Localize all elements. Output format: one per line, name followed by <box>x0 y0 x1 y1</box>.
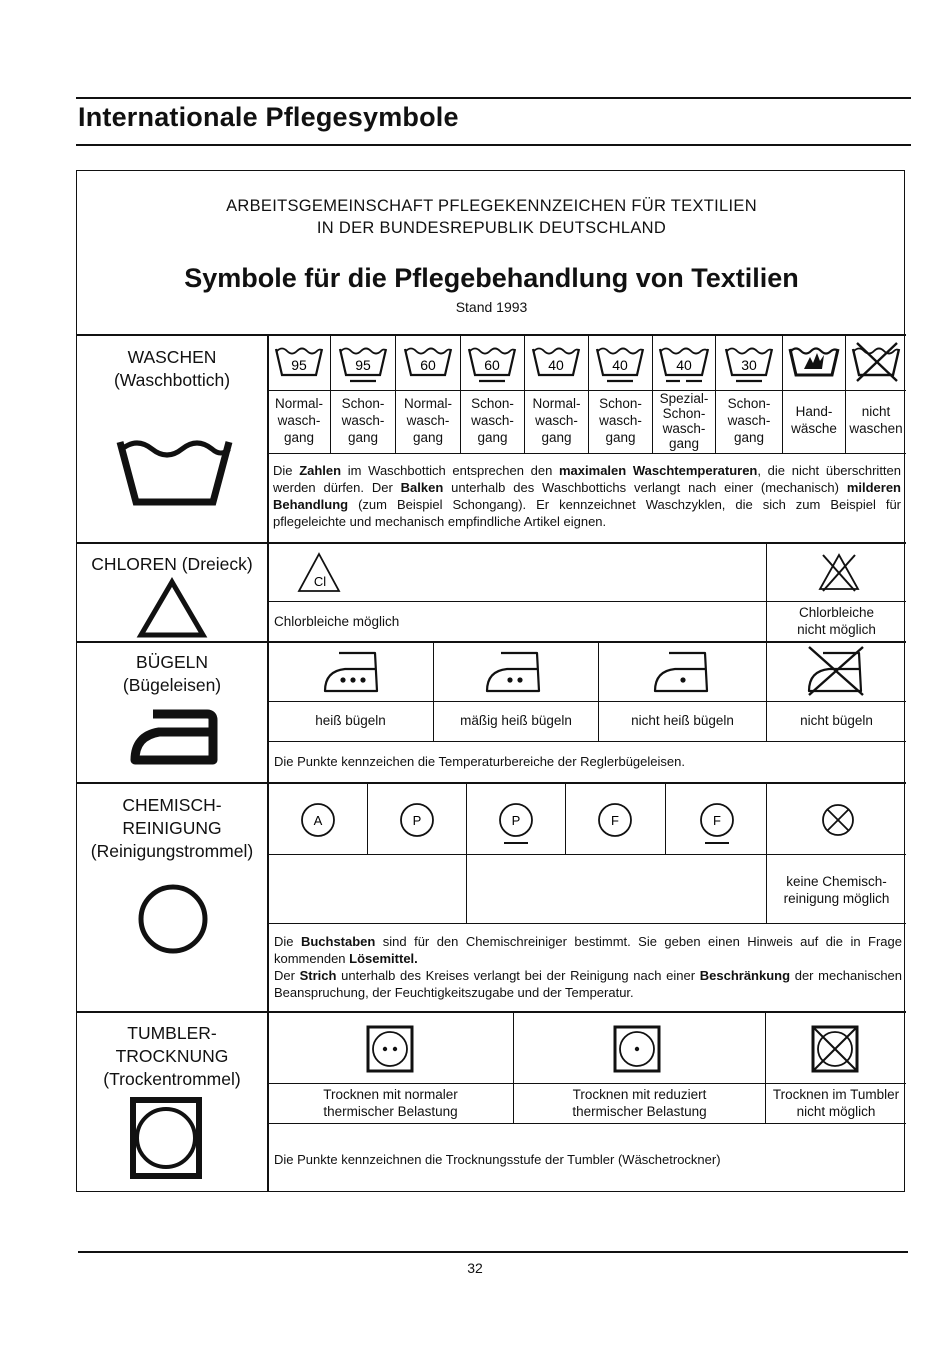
tumble-reduced-icon <box>612 1024 662 1074</box>
category-title: TUMBLER- <box>127 1023 217 1043</box>
text-run: sind für den Chemischreiniger bestimmt. Sie geben einen Hinweis auf die in Frage kommenden <box>274 934 902 966</box>
category-title: CHEMISCH- <box>122 795 222 815</box>
table-subtitle: Symbole für die Pflegebehandlung von Textilien <box>184 263 799 293</box>
tumble-normal-icon <box>365 1024 415 1074</box>
label-line: waschen <box>849 421 903 436</box>
tumble-normal-label <box>268 1086 513 1120</box>
label-line: wasch- <box>406 413 450 428</box>
iron-label: nicht heiß bügeln <box>631 713 734 728</box>
label-line: Schon- <box>662 406 706 421</box>
row-divider <box>267 453 906 454</box>
stand-year: Stand 1993 <box>455 299 528 315</box>
category-subtitle: (Bügeleisen) <box>122 675 222 695</box>
category-chemisch <box>77 794 267 863</box>
column-divider <box>367 783 368 854</box>
dry-clean-f-icon <box>596 801 634 845</box>
row-divider <box>267 701 906 702</box>
row-divider <box>267 601 906 602</box>
category-title: CHLOREN (Dreieck) <box>91 554 253 574</box>
category-title: BÜGELN <box>136 652 208 672</box>
label-line: reinigung möglich <box>783 891 890 906</box>
label-line: gang <box>668 436 700 451</box>
svg-text:F: F <box>713 813 721 828</box>
text-run: Lösemittel. <box>349 951 418 966</box>
label-line: nicht <box>861 404 891 419</box>
svg-text:A: A <box>313 813 323 828</box>
text-run: , die nicht überschritten werden dürfen. Der <box>273 463 901 495</box>
footer-rule <box>78 1251 908 1253</box>
category-buegeln <box>77 651 267 697</box>
row-divider <box>267 741 906 742</box>
column-divider <box>466 783 467 923</box>
row-divider <box>267 854 906 855</box>
label-line: gang <box>733 430 765 445</box>
chlorine-bleach-icon <box>297 551 341 593</box>
label-line: wasch- <box>662 421 706 436</box>
wash-60-icon <box>401 343 455 385</box>
text-run: Strich <box>299 968 337 983</box>
chlorine-yes-label: Chlorbleiche möglich <box>274 614 400 629</box>
org-line-2: IN DER BUNDESREPUBLIK DEUTSCHLAND <box>316 219 667 237</box>
svg-text:F: F <box>611 813 619 828</box>
column-divider <box>565 783 566 854</box>
label-line: wasch- <box>341 413 385 428</box>
label-line: Chlorbleiche <box>798 605 875 620</box>
no-wash-icon <box>849 341 903 385</box>
text-run: Balken <box>400 480 444 495</box>
text-run: unterhalb des Kreises verlangt bei der Reinigung nach einer <box>336 968 700 983</box>
text-run: (zum Beispiel Schongang). Er kennzeichnet Waschzyklen, die sich zum Beispiel für pflegeleichte und mechanisch empfindliche Artikel eignen. <box>273 497 901 529</box>
svg-text:P: P <box>412 813 422 828</box>
no-tumble-label <box>766 1086 906 1120</box>
label-line: nicht möglich <box>796 1104 876 1119</box>
text-run: unterhalb des Waschbottichs verlangt nach einer (mechanisch) <box>443 480 847 495</box>
label-line: Schon- <box>471 396 514 411</box>
text-run: maximalen Waschtemperaturen <box>559 463 758 478</box>
tumble-dryer-icon <box>129 1096 203 1180</box>
wash-label <box>846 403 906 437</box>
no-dry-clean-label <box>767 873 906 907</box>
category-title: TROCKNUNG <box>115 1046 229 1066</box>
column-divider <box>665 783 666 854</box>
label-line: Normal- <box>403 396 452 411</box>
svg-text:95: 95 <box>355 357 371 373</box>
wash-label <box>396 395 460 446</box>
wash-label <box>331 395 395 446</box>
wash-tub-icon <box>117 439 232 505</box>
dry-clean-p-gentle-icon <box>497 801 535 845</box>
row-divider <box>267 1123 906 1124</box>
iron-warm-icon <box>483 649 547 695</box>
svg-text:40: 40 <box>612 357 628 373</box>
label-line: thermischer Belastung <box>572 1104 707 1119</box>
wash-95-gentle-icon <box>336 343 390 385</box>
dry-clean-circle-icon <box>137 883 209 955</box>
label-line: wasch- <box>277 413 321 428</box>
label-line: keine Chemisch- <box>786 874 887 889</box>
hand-wash-icon <box>786 343 842 385</box>
page-title: Internationale Pflegesymbole <box>78 102 459 132</box>
text-run: im Waschbottich entsprechen den <box>341 463 559 478</box>
label-line: wasch- <box>471 413 514 428</box>
wash-label <box>653 391 715 451</box>
page-number: 32 <box>467 1260 483 1276</box>
category-subtitle: (Trockentrommel) <box>103 1069 241 1089</box>
desc-para <box>274 933 902 967</box>
wash-label <box>783 403 845 437</box>
no-chlorine-bleach-icon <box>817 551 861 593</box>
triangle-icon <box>137 578 207 638</box>
text-run: Die <box>274 934 301 949</box>
no-dry-clean-icon <box>820 801 856 841</box>
title-underline <box>76 144 911 146</box>
svg-text:40: 40 <box>676 357 692 373</box>
label-line: Trocknen mit normaler <box>323 1087 458 1102</box>
label-line: Schon- <box>599 396 642 411</box>
dry-clean-a-icon <box>299 801 337 845</box>
row-divider <box>77 1011 906 1013</box>
category-subtitle: (Waschbottich) <box>113 370 231 390</box>
iron-hot-icon <box>321 649 385 695</box>
wash-40-special-gentle-icon <box>656 343 712 385</box>
desc-para <box>274 967 902 1001</box>
tumble-reduced-label <box>514 1086 765 1120</box>
care-symbol-table <box>76 170 905 1192</box>
iron-label: mäßig heiß bügeln <box>460 713 572 728</box>
label-line: wasch- <box>727 413 771 428</box>
text-run: Der <box>274 968 300 983</box>
category-title: REINIGUNG <box>122 818 222 838</box>
label-line: gang <box>541 430 572 445</box>
text-run: milderen Behandlung <box>273 480 901 512</box>
label-line: gang <box>347 430 379 445</box>
wash-label <box>461 395 524 446</box>
svg-text:60: 60 <box>484 357 500 373</box>
label-line: wasch- <box>599 413 642 428</box>
chlorine-no-label <box>767 604 906 638</box>
row-divider <box>77 641 906 643</box>
svg-text:Cl: Cl <box>313 574 327 589</box>
category-chloren <box>77 553 267 576</box>
row-divider <box>267 390 906 391</box>
dry-clean-p-icon <box>398 801 436 845</box>
iron-icon <box>129 708 223 764</box>
wash-60-gentle-icon <box>465 343 519 385</box>
iron-label: nicht bügeln <box>800 713 873 728</box>
label-line: nicht möglich <box>797 622 876 637</box>
top-rule <box>76 97 911 99</box>
iron-description: Die Punkte kennzeichen die Temperaturbereiche der Reglerbügeleisen. <box>274 754 685 769</box>
dry-clean-f-gentle-icon <box>698 801 736 845</box>
wash-label <box>525 395 588 446</box>
svg-text:95: 95 <box>291 357 307 373</box>
wash-95-icon <box>272 343 326 385</box>
svg-text:P: P <box>511 813 521 828</box>
label-line: wasch- <box>535 413 578 428</box>
wash-description <box>273 462 901 530</box>
row-divider <box>267 923 906 924</box>
svg-text:60: 60 <box>420 357 436 373</box>
row-divider <box>267 1083 906 1084</box>
svg-text:40: 40 <box>548 357 564 373</box>
label-line: Schon- <box>341 396 385 411</box>
label-line: Spezial- <box>659 391 709 406</box>
wash-label <box>268 395 330 446</box>
no-tumble-icon <box>810 1024 860 1074</box>
label-line: gang <box>477 430 508 445</box>
text-run: Buchstaben <box>300 934 376 949</box>
text-run: Zahlen <box>299 463 342 478</box>
column-divider <box>267 334 269 1191</box>
text-run: Die <box>273 463 300 478</box>
wash-40-icon <box>529 343 583 385</box>
tumble-description: Die Punkte kennzeichnen die Trocknungsstufe der Tumbler (Wäschetrockner) <box>274 1152 721 1167</box>
label-line: Schon- <box>727 396 771 411</box>
label-line: Trocknen mit reduziert <box>572 1087 707 1102</box>
category-subtitle: (Reinigungstrommel) <box>90 841 254 861</box>
label-line: Normal- <box>274 396 323 411</box>
wash-label <box>716 395 782 446</box>
label-line: thermischer Belastung <box>323 1104 458 1119</box>
category-tumbler <box>77 1022 267 1091</box>
iron-cool-icon <box>651 649 715 695</box>
label-line: gang <box>412 430 444 445</box>
label-line: Normal- <box>532 396 581 411</box>
label-line: Hand- <box>795 404 833 419</box>
dry-clean-description <box>274 933 902 1001</box>
label-line: gang <box>605 430 636 445</box>
label-line: wäsche <box>791 421 837 436</box>
no-iron-icon <box>803 645 869 697</box>
text-run: Beschränkung <box>699 968 791 983</box>
category-title: WASCHEN <box>127 347 217 367</box>
category-waschen <box>77 346 267 392</box>
wash-30-gentle-icon <box>722 343 776 385</box>
label-line: gang <box>283 430 315 445</box>
wash-40-gentle-icon <box>593 343 647 385</box>
row-divider <box>77 782 906 784</box>
row-divider <box>77 542 906 544</box>
text-run: der mechanischen Beanspruchung, der Feuchtigkeitszugabe und der Temperatur. <box>274 968 903 1000</box>
wash-label <box>589 395 652 446</box>
iron-label: heiß bügeln <box>315 713 386 728</box>
svg-text:30: 30 <box>741 357 757 373</box>
label-line: Trocknen im Tumbler <box>772 1087 900 1102</box>
org-line-1: ARBEITSGEMEINSCHAFT PFLEGEKENNZEICHEN FÜR TEXTILIEN <box>226 197 757 215</box>
